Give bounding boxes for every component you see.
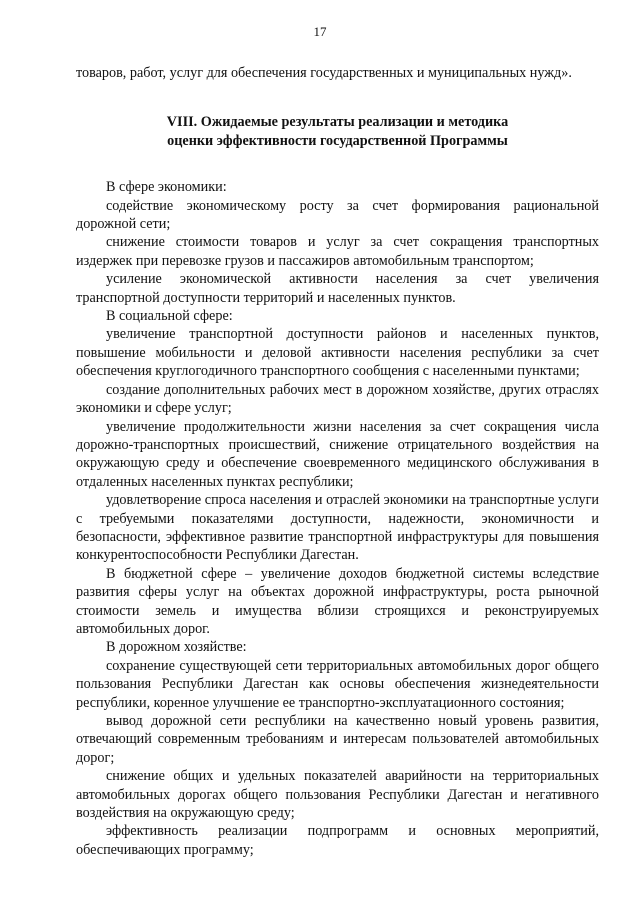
section-heading-line-2: оценки эффективности государственной Программы [167, 132, 508, 149]
paragraph: В бюджетной сфере – увеличение доходов бюджетной системы вследствие развития сферы услуг на объектах дорожной инфраструктуры, роста рыночной стоимости земель и имущества вблизи строящихся и реконструируемых автомобильных дорог. [76, 565, 599, 637]
intro-paragraph: товаров, работ, услуг для обеспечения государственных и муниципальных нужд». [76, 65, 572, 81]
paragraph: увеличение транспортной доступности районов и населенных пунктов, повышение мобильности и деловой активности населения республики за счет обеспечения круглогодичного транспортного сообщения с населенными пунктами; [76, 326, 599, 380]
paragraph: В социальной сфере: [106, 308, 233, 325]
paragraph: В сфере экономики: [106, 179, 227, 196]
paragraph: сохранение существующей сети территориальных автомобильных дорог общего пользования Республики Дагестан как основы обеспечения жизнедеятельности республики, коренное улучшение ее транспортно-эксплуатационного состояния; [76, 657, 599, 711]
paragraph: снижение стоимости товаров и услуг за счет сокращения транспортных издержек при перевозке грузов и пассажиров автомобильным транспортом; [76, 234, 599, 269]
paragraph: удовлетворение спроса населения и отраслей экономики на транспортные услуги с требуемыми показателями доступности, надежности, экономичности и безопасности, эффективное развитие транспортной инфраструктуры для повышения конкурентоспособности Республики Дагестан. [76, 492, 599, 564]
section-heading-line-1: VIII. Ожидаемые результаты реализации и методика [166, 114, 509, 131]
paragraph: В дорожном хозяйстве: [106, 639, 247, 656]
paragraph: снижение общих и удельных показателей аварийности на территориальных автомобильных дорогах общего пользования Республики Дагестан и негативного воздействия на окружающую среду; [76, 768, 599, 822]
paragraph: содействие экономическому росту за счет формирования рациональной дорожной сети; [76, 197, 599, 233]
paragraph: увеличение продолжительности жизни населения за счет сокращения числа дорожно-транспортных происшествий, снижение отрицательного воздействия на окружающую среду и обеспечение своевременного медицинского обслуживания в отдаленных населенных пунктах республики; [76, 418, 599, 490]
paragraph: эффективность реализации подпрограмм и основных мероприятий, обеспечивающих программу; [76, 823, 599, 858]
page-number: 17 [313, 24, 327, 39]
paragraph: усиление экономической активности населения за счет увеличения транспортной доступности территорий и населенных пунктов. [76, 271, 599, 306]
section-heading [76, 113, 599, 150]
document-body [76, 64, 599, 859]
paragraph: создание дополнительных рабочих мест в дорожном хозяйстве, других отраслях экономики и сфере услуг; [76, 381, 599, 417]
paragraph: вывод дорожной сети республики на качественно новый уровень развития, отвечающий современным требованиям и интересам пользователей автомобильных дорог; [76, 713, 599, 766]
